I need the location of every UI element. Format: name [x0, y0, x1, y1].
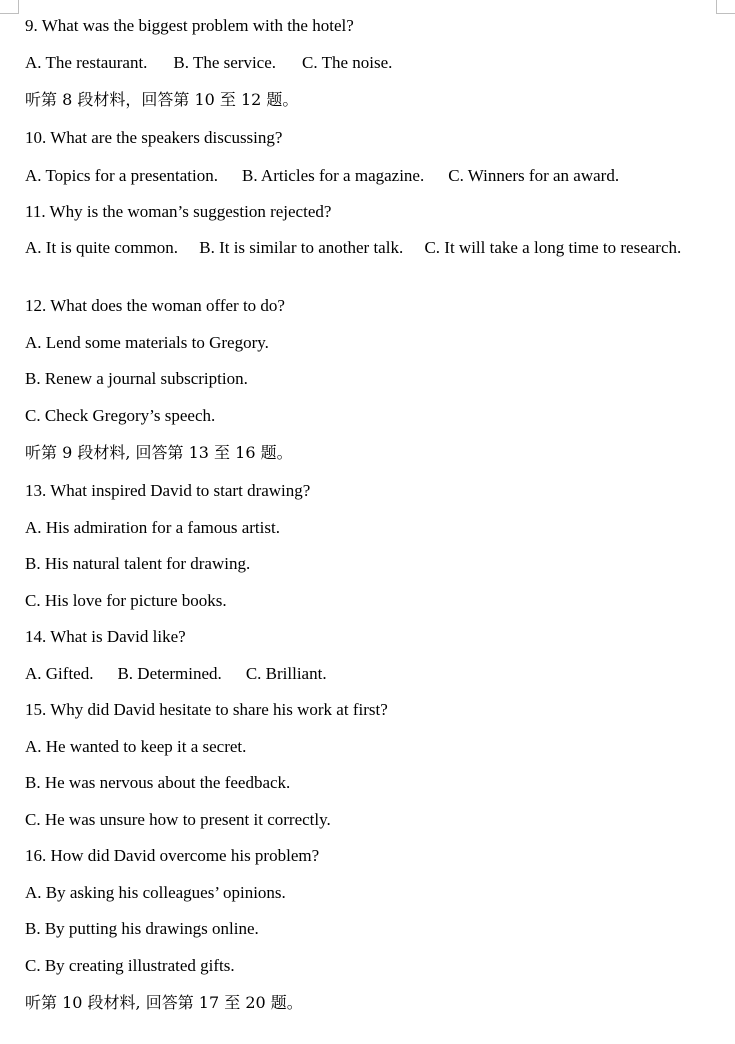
option-c: C. Brilliant. — [245, 664, 327, 683]
question-15-option-b: B. He was nervous about the feedback. — [25, 773, 291, 792]
question-9-options — [25, 53, 392, 73]
question-16-option-b: B. By putting his drawings online. — [25, 919, 259, 938]
question-12-option-b: B. Renew a journal subscription. — [25, 369, 248, 388]
option-c: C. It will take a long time to research. — [424, 238, 682, 257]
question-15-option-c: C. He was unsure how to present it correctly. — [25, 810, 331, 829]
crop-mark-left — [0, 0, 19, 14]
question-12-option-a: A. Lend some materials to Gregory. — [25, 333, 269, 352]
question-12: 12. What does the woman offer to do? — [25, 296, 285, 315]
option-b: B. Determined. — [117, 664, 222, 683]
question-15-option-a: A. He wanted to keep it a secret. — [25, 737, 247, 756]
question-13-option-a: A. His admiration for a famous artist. — [25, 518, 280, 537]
option-b: B. The service. — [173, 53, 277, 72]
question-12-option-c: C. Check Gregory’s speech. — [25, 406, 216, 425]
question-16-option-c: C. By creating illustrated gifts. — [25, 956, 235, 975]
question-13-option-c: C. His love for picture books. — [25, 591, 227, 610]
crop-mark-right — [716, 0, 735, 14]
question-14-options — [25, 664, 327, 684]
question-16: 16. How did David overcome his problem? — [25, 846, 320, 865]
section-instruction-9: 听第 9 段材料, 回答第 13 至 16 题。 — [25, 443, 293, 462]
question-10: 10. What are the speakers discussing? — [25, 128, 283, 147]
question-11-options — [25, 237, 715, 259]
option-c: C. The noise. — [302, 53, 393, 72]
section-instruction-10: 听第 10 段材料, 回答第 17 至 20 题。 — [25, 993, 303, 1012]
question-9: 9. What was the biggest problem with the hotel? — [25, 16, 354, 35]
question-13: 13. What inspired David to start drawing? — [25, 481, 311, 500]
question-16-option-a: A. By asking his colleagues’ opinions. — [25, 883, 286, 902]
option-a: A. The restaurant. — [25, 53, 148, 72]
question-11: 11. Why is the woman’s suggestion rejected? — [25, 202, 332, 221]
option-a: A. It is quite common. — [25, 238, 178, 257]
option-b: B. Articles for a magazine. — [242, 166, 425, 185]
option-a: A. Topics for a presentation. — [25, 166, 219, 185]
question-14: 14. What is David like? — [25, 627, 186, 646]
question-15: 15. Why did David hesitate to share his work at first? — [25, 700, 388, 719]
question-10-options — [25, 166, 619, 186]
option-a: A. Gifted. — [25, 664, 94, 683]
question-13-option-b: B. His natural talent for drawing. — [25, 554, 251, 573]
option-c: C. Winners for an award. — [448, 166, 620, 185]
section-instruction-8: 听第 8 段材料，回答第 10 至 12 题。 — [25, 90, 299, 109]
option-b: B. It is similar to another talk. — [199, 238, 404, 257]
